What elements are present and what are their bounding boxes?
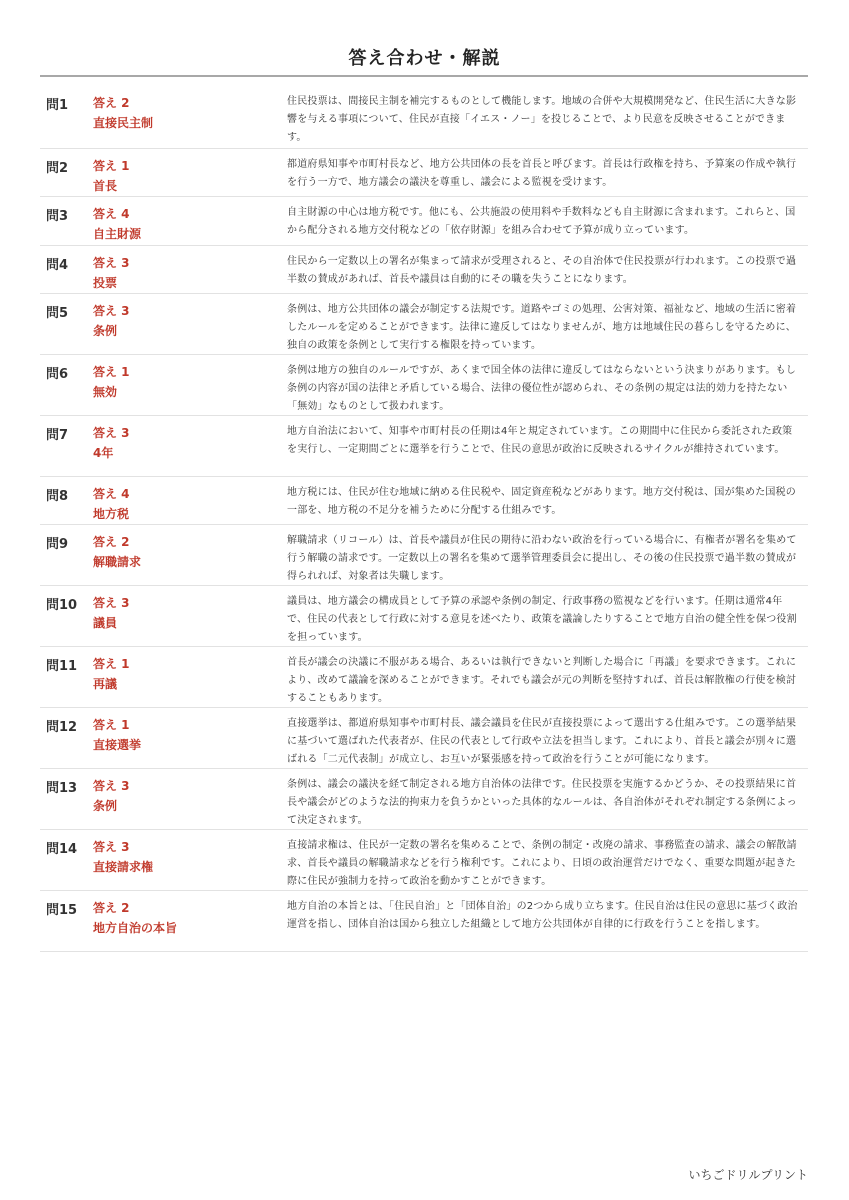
answer-choice: 答え 3	[93, 256, 130, 270]
answer-term: 解職請求	[93, 555, 142, 569]
answer-choice: 答え 2	[93, 901, 130, 915]
page-title: 答え合わせ・解説	[348, 48, 501, 69]
answer-block	[93, 898, 273, 938]
answer-term: 自主財源	[93, 227, 142, 241]
question-number: 問12	[46, 720, 78, 735]
footer-brand: いちごドリルプリント	[688, 1168, 808, 1182]
explanation-text: 自主財源の中心は地方税です。他にも、公共施設の使用料や手数料なども自主財源に含まれます。これらと、国から配分される地方交付税などの「依存財源」を組み合わせて予算が成り立っています。	[287, 207, 796, 236]
answer-row-3	[40, 197, 808, 246]
answer-choice: 答え 4	[93, 207, 130, 221]
explanation-text: 地方自治の本旨とは、「住民自治」と「団体自治」の2つから成り立ちます。住民自治は住民の意思に基づく政治運営を指し、団体自治は国から独立した組織として地方公共団体が自律的に行政を行うことを指します。	[287, 901, 798, 930]
explanation-text: 直接請求権は、住民が一定数の署名を集めることで、条例の制定・改廃の請求、事務監査の請求、議会の解散請求、首長や議員の解職請求などを行う権利です。これにより、日頃の政治運営だけでなく、重要な問題が起きた際に住民が強制力を持って政治を動かすことができます。	[287, 840, 797, 887]
answer-row-2	[40, 149, 808, 197]
answer-row-5	[40, 294, 808, 355]
answer-term: 直接民主制	[93, 116, 154, 130]
answer-row-12	[40, 708, 808, 769]
answer-choice: 答え 2	[93, 535, 130, 549]
answer-block	[93, 776, 273, 816]
explanation-text: 首長が議会の決議に不服がある場合、あるいは執行できないと判断した場合に「再議」を要求できます。これにより、改めて議論を深めることができます。それでも議会が元の判断を堅持すれば、首長は解散権の行使を検討することもあります。	[287, 657, 797, 704]
explanation-text: 都道府県知事や市町村長など、地方公共団体の長を首長と呼びます。首長は行政権を持ち、予算案の作成や執行を行う一方で、地方議会の議決を尊重し、議会による監視を受けます。	[287, 159, 797, 188]
answer-choice: 答え 3	[93, 426, 130, 440]
answer-choice: 答え 3	[93, 304, 130, 318]
answer-choice: 答え 3	[93, 840, 130, 854]
answer-block	[93, 593, 273, 633]
answer-block	[93, 654, 273, 694]
explanation-text: 直接選挙は、都道府県知事や市町村長、議会議員を住民が直接投票によって選出する仕組みです。この選挙結果に基づいて選ばれた代表者が、住民の代表として行政や立法を担当します。これにより、首長と議会が別々に選ばれる「二元代表制」が成立し、お互いが緊張感を持って政治を行うことが可能になります。	[287, 718, 797, 765]
answer-block	[93, 715, 273, 755]
answer-term: 議員	[93, 616, 118, 630]
answer-choice: 答え 1	[93, 365, 130, 379]
explanation-text: 議員は、地方議会の構成員として予算の承認や条例の制定、行政事務の監視などを行います。任期は通常4年で、住民の代表として行政に対する意見を述べたり、政策を議論したりすることで地方自治の健全性を保つ役割を担っています。	[287, 596, 797, 643]
answer-row-14	[40, 830, 808, 891]
question-number: 問3	[46, 209, 69, 224]
question-number: 問14	[46, 842, 78, 857]
explanation-text: 条例は、地方公共団体の議会が制定する法規です。道路やゴミの処理、公害対策、福祉など、地域の生活に密着したルールを定めることができます。法律に違反してはなりませんが、地方は地域住民の暮らしを守るために、独自の政策を条例として実行する権限を持っています。	[287, 304, 797, 351]
answer-list	[40, 86, 808, 952]
answer-choice: 答え 3	[93, 779, 130, 793]
answer-choice: 答え 1	[93, 718, 130, 732]
answer-term: 条例	[93, 324, 118, 338]
question-number: 問1	[46, 98, 69, 113]
answer-block	[93, 253, 273, 293]
explanation-text: 地方税には、住民が住む地域に納める住民税や、固定資産税などがあります。地方交付税は、国が集めた国税の一部を、地方税の不足分を補うために分配する仕組みです。	[287, 487, 796, 516]
answer-row-1	[40, 86, 808, 149]
question-number: 問5	[46, 306, 69, 321]
question-number: 問9	[46, 537, 69, 552]
answer-block	[93, 837, 273, 877]
question-number: 問11	[46, 659, 78, 674]
answer-row-15	[40, 891, 808, 952]
answer-term: 直接選挙	[93, 738, 142, 752]
question-number: 問2	[46, 161, 69, 176]
answer-block	[93, 362, 273, 402]
answer-block	[93, 423, 273, 463]
answer-term: 4年	[93, 446, 114, 460]
question-number: 問8	[46, 489, 69, 504]
answer-block	[93, 204, 273, 244]
answer-row-11	[40, 647, 808, 708]
title-divider	[40, 75, 808, 77]
question-number: 問4	[46, 258, 69, 273]
answer-row-6	[40, 355, 808, 416]
question-number: 問15	[46, 903, 78, 918]
answer-term: 地方税	[93, 507, 130, 521]
answer-term: 地方自治の本旨	[93, 921, 178, 935]
explanation-text: 条例は、議会の議決を経て制定される地方自治体の法律です。住民投票を実施するかどうか、その投票結果に首長や議会がどのような法的拘束力を負うかといった具体的なルールは、各自治体がそれぞれ制定する条例によって決定されます。	[287, 779, 797, 826]
explanation-text: 条例は地方の独自のルールですが、あくまで国全体の法律に違反してはならないという決まりがあります。もし条例の内容が国の法律と矛盾している場合、法律の優位性が認められ、その条例の規定は法的効力を持たない「無効」なものとして扱われます。	[287, 365, 796, 412]
question-number: 問10	[46, 598, 78, 613]
answer-choice: 答え 4	[93, 487, 130, 501]
question-number: 問6	[46, 367, 69, 382]
question-number: 問13	[46, 781, 78, 796]
answer-choice: 答え 2	[93, 96, 130, 110]
answer-block	[93, 93, 273, 133]
explanation-text: 住民投票は、間接民主制を補完するものとして機能します。地域の合併や大規模開発など、住民生活に大きな影響を与える事項について、住民が直接「イエス・ノー」を投じることで、より民意を反映させることができます。	[287, 96, 797, 143]
explanation-text: 解職請求（リコール）は、首長や議員が住民の期待に沿わない政治を行っている場合に、有権者が署名を集めて行う解職の請求です。一定数以上の署名を集めて選挙管理委員会に提出し、その後の住民投票で過半数の賛成が得られれば、対象者は失職します。	[287, 535, 797, 582]
answer-row-9	[40, 525, 808, 586]
answer-choice: 答え 1	[93, 657, 130, 671]
answer-term: 再議	[93, 677, 118, 691]
answer-row-4	[40, 246, 808, 294]
answer-block	[93, 484, 273, 524]
answer-term: 条例	[93, 799, 118, 813]
question-number: 問7	[46, 428, 69, 443]
answer-term: 直接請求権	[93, 860, 154, 874]
explanation-text: 住民から一定数以上の署名が集まって請求が受理されると、その自治体で住民投票が行われます。この投票で過半数の賛成があれば、首長や議員は自動的にその職を失うことになります。	[287, 256, 797, 285]
answer-row-10	[40, 586, 808, 647]
answer-row-8	[40, 477, 808, 525]
answer-block	[93, 532, 273, 572]
answer-choice: 答え 1	[93, 159, 130, 173]
answer-block	[93, 301, 273, 341]
answer-row-7	[40, 416, 808, 477]
explanation-text: 地方自治法において、知事や市町村長の任期は4年と規定されています。この期間中に住民から委託された政策を実行し、一定期間ごとに選挙を行うことで、住民の意思が政治に反映されるサイクルが維持されています。	[287, 426, 793, 455]
answer-term: 首長	[93, 179, 118, 193]
answer-row-13	[40, 769, 808, 830]
answer-choice: 答え 3	[93, 596, 130, 610]
answer-block	[93, 156, 273, 196]
answer-term: 投票	[93, 276, 118, 290]
answer-term: 無効	[93, 385, 118, 399]
